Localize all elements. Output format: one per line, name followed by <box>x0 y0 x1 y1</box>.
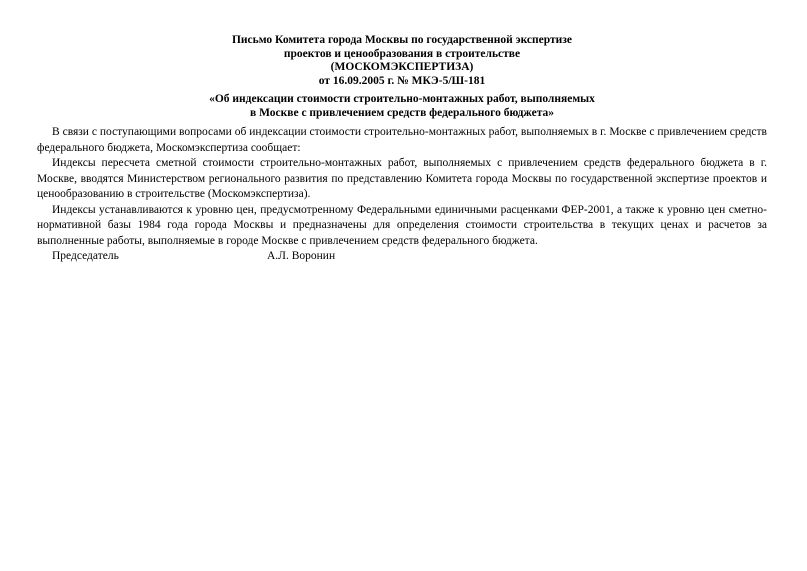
body-paragraph-1: В связи с поступающими вопросами об индексации стоимости строительно-монтажных работ, выполняемых в г. Москве с привлечением средств федерального бюджета, Москомэкспертиза сообщает: <box>37 126 767 154</box>
document-header <box>37 34 767 88</box>
subject-line-2: в Москве с привлечением средств федерального бюджета» <box>249 106 554 119</box>
header-line-4: от 16.09.2005 г. № МКЭ-5/Ш-181 <box>318 74 486 87</box>
header-line-1: Письмо Комитета города Москвы по государственной экспертизе <box>231 34 572 46</box>
header-line-3: (МОСКОМЭКСПЕРТИЗА) <box>330 61 474 73</box>
document-body <box>37 125 767 265</box>
body-paragraph-3: Индексы устанавливаются к уровню цен, предусмотренному Федеральными единичными расценками ФЕР-2001, а также к уровню цен сметно-нормативной базы 1984 года города Москвы и предназначены для определения стоимости строительства в текущих ценах и расчетов за выполненные работы, выполняемые в городе Москве с привлечением средств федерального бюджета. <box>37 203 767 247</box>
signature-block <box>37 249 767 265</box>
signature-title: Председатель <box>52 250 119 262</box>
header-line-2: проектов и ценообразования в строительстве <box>283 47 521 60</box>
subject-line-1: «Об индексации стоимости строительно-монтажных работ, выполняемых <box>209 93 595 105</box>
document-page <box>37 34 767 265</box>
body-paragraph-2: Индексы пересчета сметной стоимости строительно-монтажных работ, выполняемых с привлечением средств федерального бюджета в г. Москве, вводятся Министерством регионального развития по представлению Комитета города Москвы по государственной экспертизе проектов и ценообразованию в строительстве (Москомэкспертиза). <box>37 157 767 200</box>
signature-name: А.Л. Воронин <box>267 250 336 262</box>
document-subject <box>37 93 767 120</box>
